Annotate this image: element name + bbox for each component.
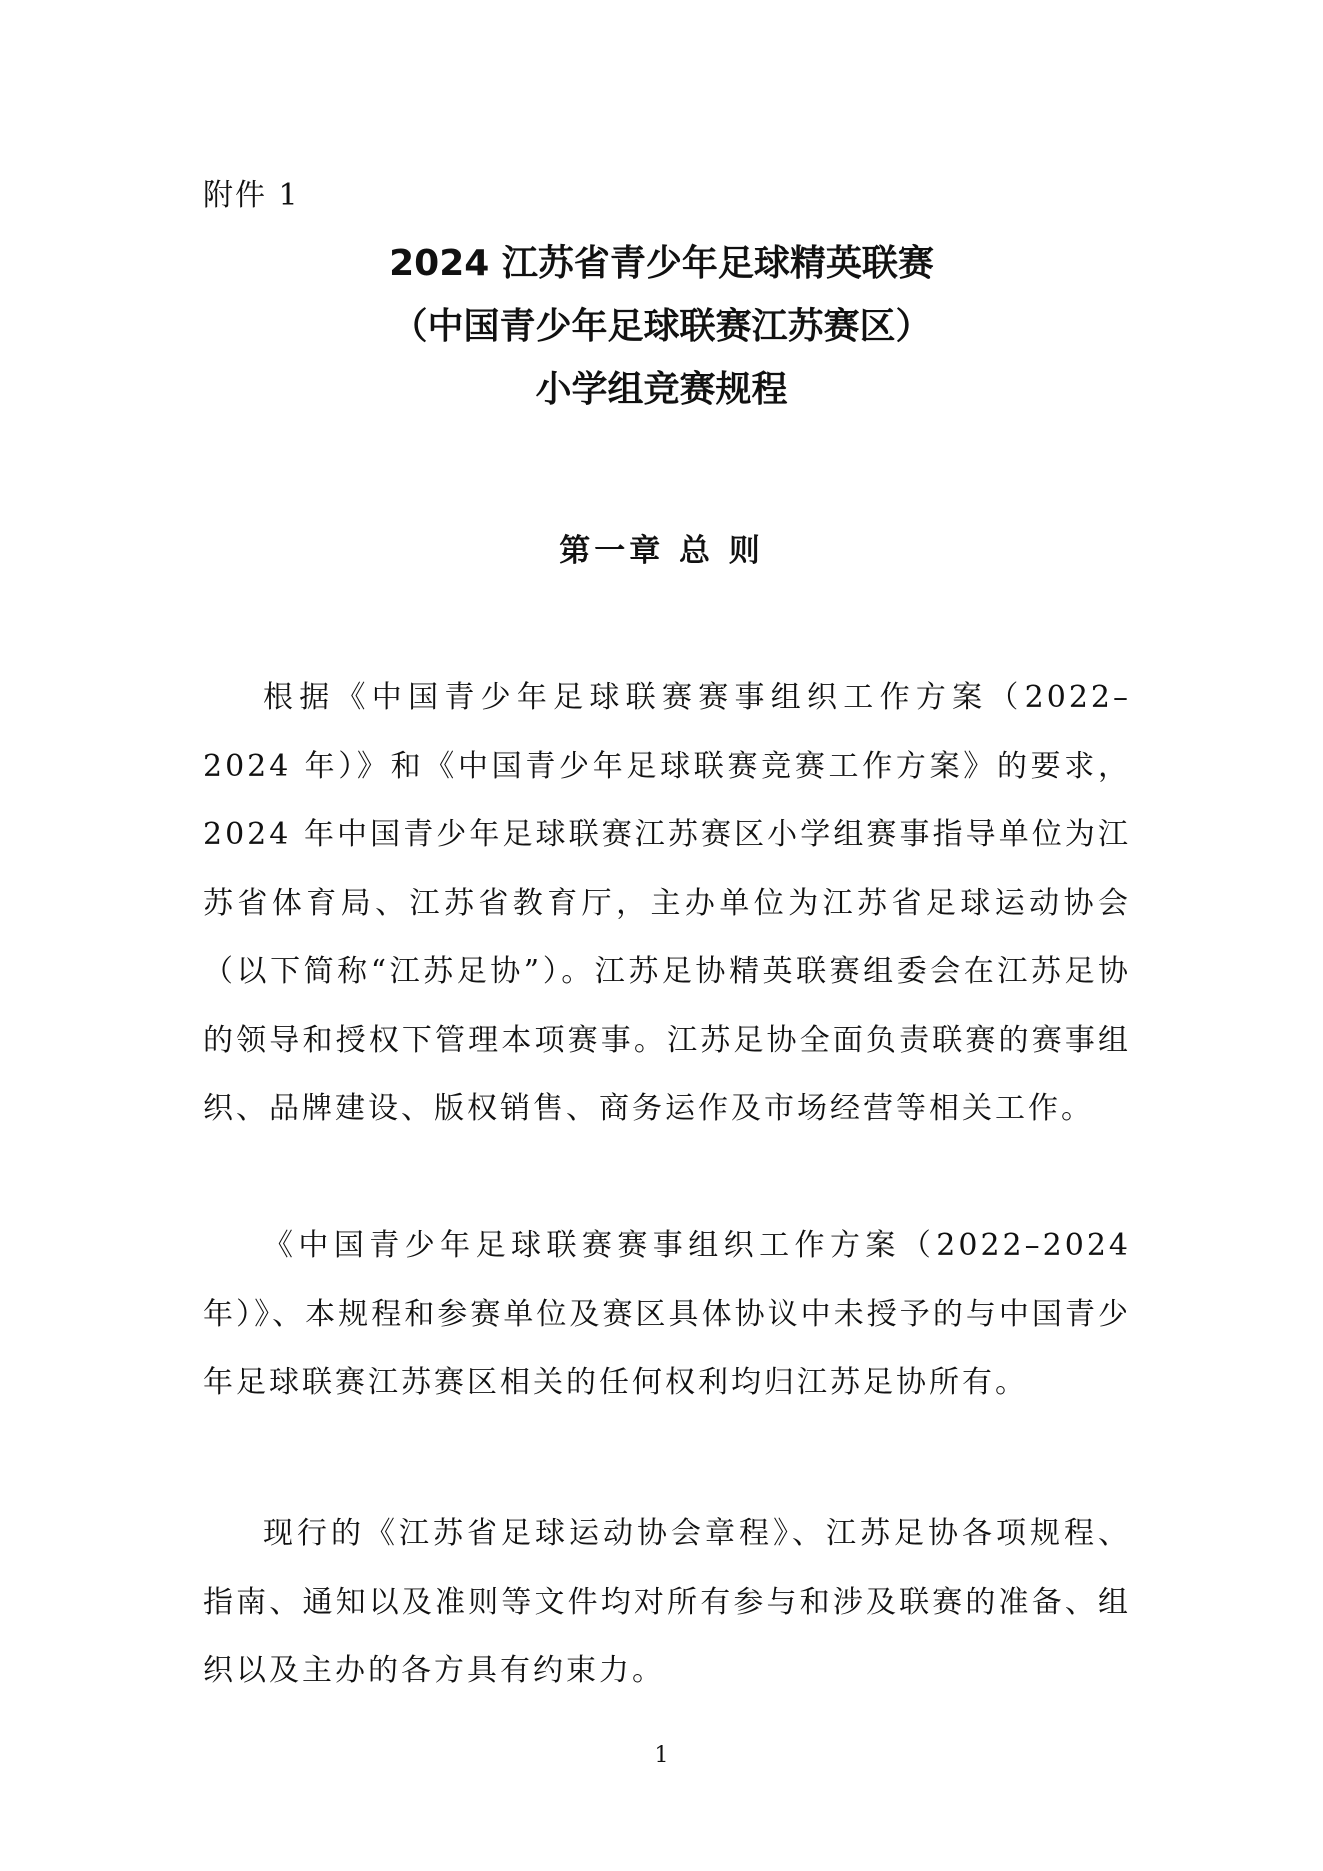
paragraph-2-block [203, 1212, 1131, 1418]
title-line-1: 2024 江苏省青少年足球精英联赛 [389, 243, 934, 284]
paragraph-1: 根据《中国青少年足球联赛赛事组织工作方案（2022–2024 年）》和《中国青少年足球联赛竞赛工作方案》的要求，2024 年中国青少年足球联赛江苏赛区小学组赛事指导单位为江苏省体育局、江苏省教育厅，主办单位为江苏省足球运动协会（以下简称“江苏足协”）。江苏足协精英联赛组委会在江苏足协的领导和授权下管理本项赛事。江苏足协全面负责联赛的赛事组织、品牌建设、版权销售、商务运作及市场经营等相关工作。 [203, 680, 1131, 1126]
attachment-label: 附件 1 [203, 178, 300, 213]
document-title [0, 232, 1323, 421]
paragraph-2: 《中国青少年足球联赛赛事组织工作方案（2022–2024 年）》、本规程和参赛单位及赛区具体协议中未授予的与中国青少年足球联赛江苏赛区相关的任何权利均归江苏足协所有。 [203, 1228, 1131, 1400]
paragraph-1-block [203, 664, 1131, 1144]
page-number: 1 [654, 1743, 669, 1768]
chapter-heading: 第一章 总 则 [559, 533, 764, 569]
title-line-2: （中国青少年足球联赛江苏赛区） [391, 306, 932, 347]
title-line-3: 小学组竞赛规程 [535, 369, 788, 410]
paragraph-3-block [203, 1500, 1131, 1706]
paragraph-3: 现行的《江苏省足球运动协会章程》、江苏足协各项规程、指南、通知以及准则等文件均对所有参与和涉及联赛的准备、组织以及主办的各方具有约束力。 [203, 1516, 1131, 1688]
